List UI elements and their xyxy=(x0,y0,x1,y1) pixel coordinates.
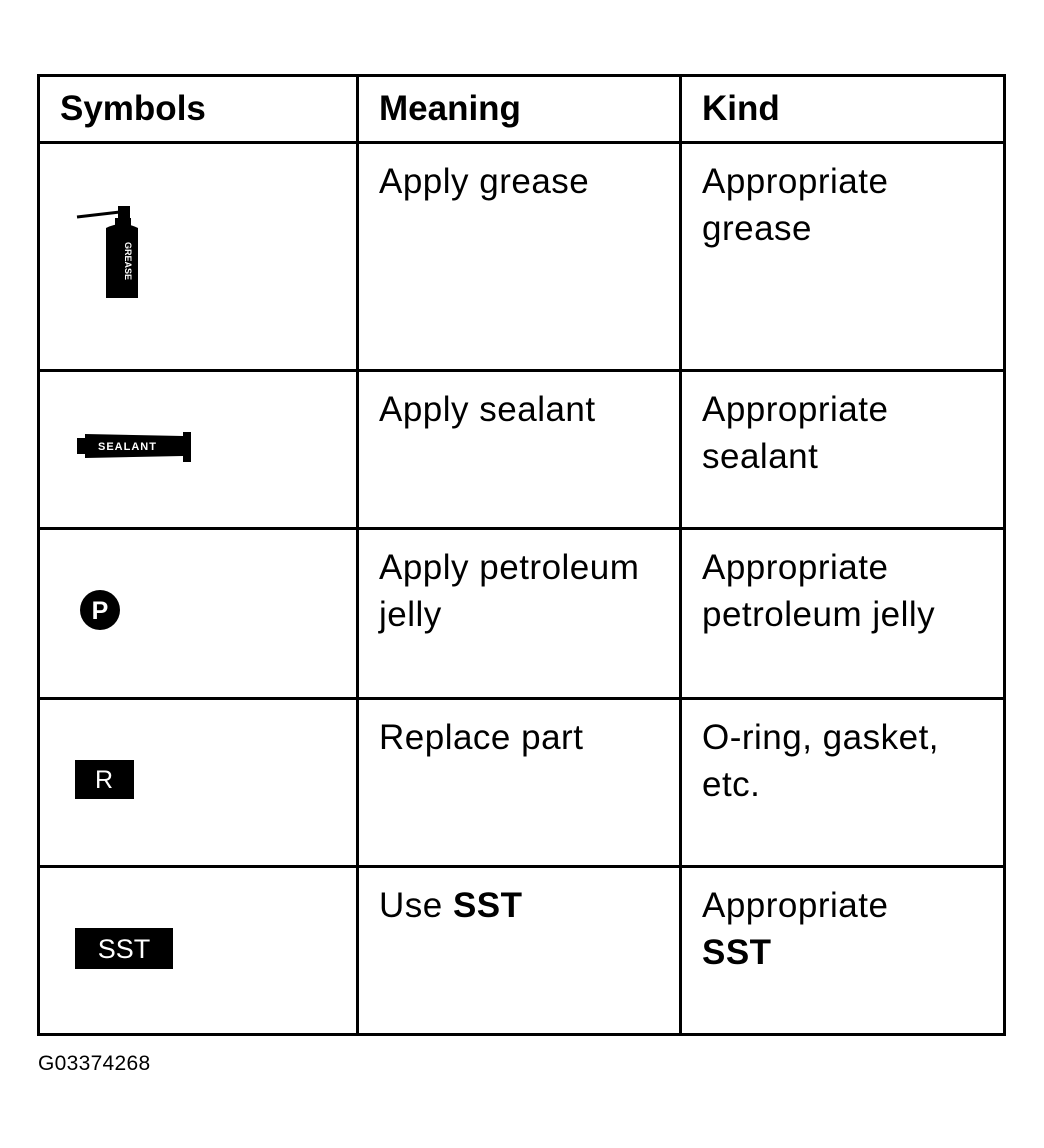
kind-line: etc. xyxy=(701,765,761,804)
table-row xyxy=(39,371,1005,529)
meaning-line: Apply petroleum xyxy=(378,548,640,587)
header-kind: Kind xyxy=(680,76,1004,143)
kind-line-bold xyxy=(702,929,1003,976)
symbol-cell xyxy=(39,143,358,371)
kind-cell xyxy=(680,867,1004,1035)
kind-bold: SST xyxy=(701,933,772,972)
replace-part-icon xyxy=(40,700,358,860)
kind-cell xyxy=(680,371,1004,529)
kind-line: Appropriate xyxy=(701,548,889,587)
header-symbols: Symbols xyxy=(39,76,358,143)
kind-line: O-ring, gasket, xyxy=(701,718,940,757)
meaning-cell xyxy=(357,699,680,867)
table-row xyxy=(39,699,1005,867)
kind-line: grease xyxy=(701,209,813,248)
meaning-bold: SST xyxy=(452,886,523,925)
symbol-cell xyxy=(39,371,358,529)
kind-line: petroleum jelly xyxy=(701,595,936,634)
kind-cell xyxy=(680,699,1004,867)
meaning-prefix: Use xyxy=(378,886,453,925)
kind-line: Appropriate xyxy=(701,886,889,925)
meaning-text: Replace part xyxy=(378,718,584,757)
symbol-cell xyxy=(39,529,358,699)
petroleum-jelly-icon xyxy=(40,530,358,690)
kind-line: Appropriate xyxy=(701,390,889,429)
kind-cell xyxy=(680,143,1004,371)
grease-can-icon xyxy=(40,144,358,364)
header-meaning: Meaning xyxy=(357,76,680,143)
replace-label: R xyxy=(94,766,114,794)
meaning-text: Apply grease xyxy=(378,162,590,201)
meaning-cell xyxy=(357,867,680,1035)
kind-line: Appropriate xyxy=(701,162,889,201)
kind-cell xyxy=(680,529,1004,699)
table-header-row xyxy=(39,76,1005,143)
grease-label: GREASE xyxy=(123,242,133,281)
meaning-cell xyxy=(357,143,680,371)
sst-icon xyxy=(40,868,358,1028)
table-row xyxy=(39,143,1005,371)
symbol-cell xyxy=(39,699,358,867)
kind-line: sealant xyxy=(701,437,819,476)
table-row xyxy=(39,529,1005,699)
sealant-tube-icon xyxy=(40,372,358,522)
meaning-cell xyxy=(357,371,680,529)
meaning-text: Apply sealant xyxy=(378,390,596,429)
sealant-label: SEALANT xyxy=(98,441,157,453)
symbols-table xyxy=(37,74,1006,1036)
table-row xyxy=(39,867,1005,1035)
figure-caption: G03374268 xyxy=(38,1052,151,1075)
symbol-cell xyxy=(39,867,358,1035)
sst-label: SST xyxy=(97,934,151,964)
meaning-cell xyxy=(357,529,680,699)
meaning-line: jelly xyxy=(378,595,442,634)
petroleum-label: P xyxy=(91,597,109,625)
